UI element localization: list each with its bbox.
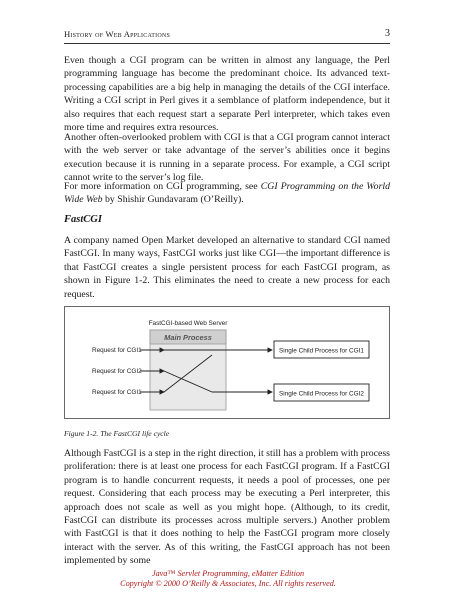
reference-prefix: For more information on CGI programming, see — [64, 181, 261, 192]
running-header — [64, 29, 390, 43]
figure-caption: Figure 1-2. The FastCGI life cycle — [64, 429, 170, 438]
running-title: History of Web Applications — [64, 29, 170, 39]
process-label-cgi2: Single Child Process for CGI2 — [279, 390, 364, 398]
paragraph-perl — [64, 54, 390, 134]
figure-fastcgi-lifecycle — [64, 306, 390, 419]
figure-diagram — [64, 306, 390, 419]
server-label: FastCGI-based Web Server — [148, 320, 228, 327]
header-rule — [64, 43, 390, 44]
paragraph-fastcgi-intro — [64, 234, 390, 301]
paragraph-cgi-problem — [64, 131, 390, 185]
paragraph-text — [64, 180, 390, 207]
paragraph-text: A company named Open Market developed an alternative to standard CGI named FastCGI. In many ways, FastCGI works just like CGI—the important difference is that FastCGI creates a single persistent process for each FastCGI program, as shown in Figure 1-2. This eliminates the need to create a new process for each request. — [64, 235, 390, 300]
main-process-label: Main Process — [164, 333, 212, 342]
process-label-cgi1: Single Child Process for CGI1 — [279, 347, 364, 355]
footer-edition: Java™ Servlet Programming, eMatter Edition — [151, 569, 305, 578]
paragraph-fastcgi-problems — [64, 447, 390, 568]
page-number: 3 — [385, 28, 390, 39]
request-label-1: Request for CGI1 — [92, 347, 142, 354]
footer-copyright: Copyright © 2000 O’Reilly & Associates, Inc. All rights reserved. — [120, 579, 336, 589]
book-title: CGI Programming on the World Wide Web — [64, 181, 390, 206]
paragraph-text: Even though a CGI program can be written in almost any language, the Perl programming language has become the predominant choice. Its advanced text-processing capabilities are a big help in managing the details of the CGI interface. Writing a CGI script in Perl gives it a semblance of platform independence, but it also requires that each request start a separate Perl interpreter, which takes even more time and requires extra resources. — [64, 55, 390, 134]
request-label-2: Request for CGI2 — [92, 368, 142, 375]
section-heading: FastCGI — [64, 214, 102, 225]
paragraph-text: Another often-overlooked problem with CGI is that a CGI program cannot interact with the web server or take advantage of the server’s abilities once it begins execution because it is running in a separate process. For example, a CGI script cannot write to the server’s log file. — [64, 132, 390, 184]
reference-suffix: by Shishir Gundavaram (O’Reilly). — [102, 194, 244, 206]
request-label-3: Request for CGI1 — [92, 389, 142, 396]
paragraph-text: Although FastCGI is a step in the right direction, it still has a problem with process proliferation: there is at least one process for each FastCGI program. If a FastCGI program is to handle concurrent requests, it needs a pool of processes, one per request. Considering that each process may be executing a Perl interpreter, this approach does not scale as well as you might hope. (Although, to its credit, FastCGI can distribute its processes across multiple servers.) Another problem with FastCGI is that it does nothing to help the FastCGI program more closely interact with the server. As of this writing, the FastCGI approach has not been implemented by some — [64, 448, 390, 567]
paragraph-more-info — [64, 180, 390, 207]
page-footer — [0, 569, 456, 590]
